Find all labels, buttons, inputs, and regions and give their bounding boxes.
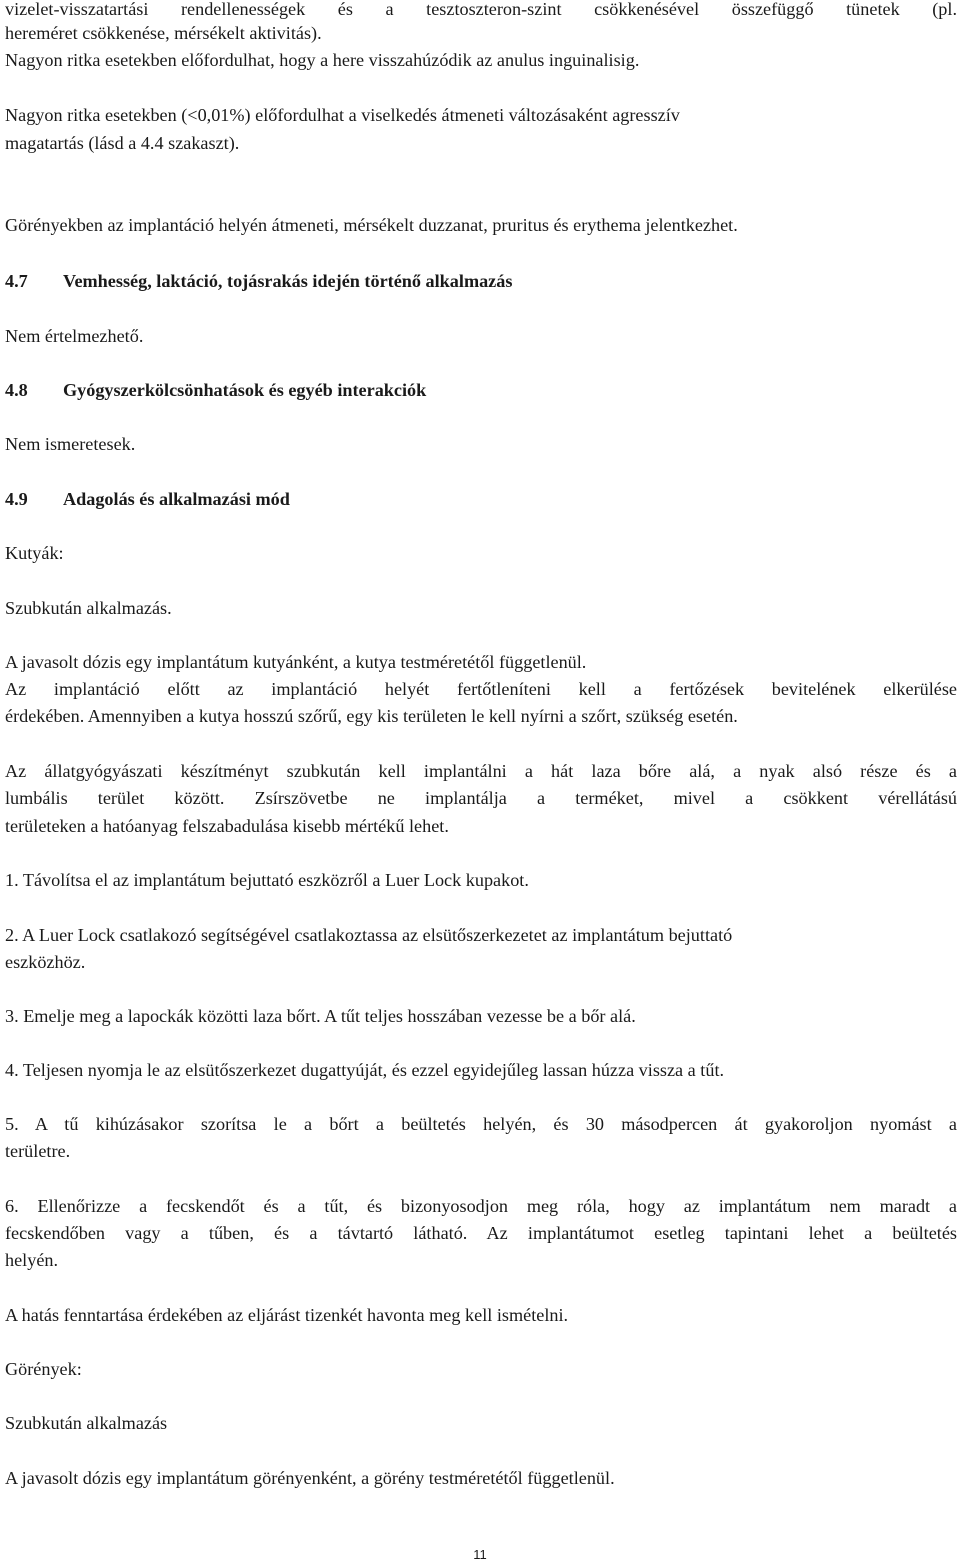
section-heading-4-7 <box>5 268 512 295</box>
paragraph-line: vizelet-visszatartási rendellenességek és a tesztoszteron-szint csökkenésével összefüggő tünetek (pl. <box>5 0 957 19</box>
paragraph-line: Nem ismeretesek. <box>5 434 136 454</box>
paragraph-line: Szubkután alkalmazás <box>5 1413 168 1433</box>
paragraph-line: területeken a hatóanyag felszabadulása kisebb mértékű lehet. <box>5 816 449 836</box>
paragraph-line: A javasolt dózis egy implantátum görényenként, a görény testméretétől függetlenül. <box>5 1468 615 1488</box>
paragraph-line: lumbális terület között. Zsírszövetbe ne implantálja a terméket, mivel a csökkent vérellátású <box>5 788 957 808</box>
section-heading-4-9 <box>5 486 290 513</box>
paragraph-line: érdekében. Amennyiben a kutya hosszú szőrű, egy kis területen le kell nyírni a szőrt, szükség esetén. <box>5 706 738 726</box>
list-item: 4. Teljesen nyomja le az elsütőszerkezet dugattyúját, és ezzel egyidejűleg lassan húzza vissza a tűt. <box>5 1060 725 1080</box>
paragraph-line: Az implantáció előtt az implantáció helyét fertőtleníteni kell a fertőzések bevitelének elkerülése <box>5 679 957 699</box>
list-item: 3. Emelje meg a lapockák közötti laza bőrt. A tűt teljes hosszában vezesse be a bőr alá. <box>5 1006 636 1026</box>
paragraph-line: Szubkután alkalmazás. <box>5 598 172 618</box>
paragraph-line: Görények: <box>5 1359 82 1379</box>
list-item-continuation: eszközhöz. <box>5 952 86 972</box>
list-item: 6. Ellenőrizze a fecskendőt és a tűt, és bizonyosodjon meg róla, hogy az implantátum nem maradt a <box>5 1196 957 1216</box>
list-item: 1. Távolítsa el az implantátum bejuttató eszközről a Luer Lock kupakot. <box>5 870 529 890</box>
paragraph-line: magatartás (lásd a 4.4 szakaszt). <box>5 133 240 153</box>
list-item-continuation: fecskendőben vagy a tűben, és a távtartó látható. Az implantátumot esetleg tapintani lehet a beültetés <box>5 1223 957 1243</box>
page-number: 11 <box>473 1547 487 1562</box>
list-item: 5. A tű kihúzásakor szorítsa le a bőrt a beültetés helyén, és 30 másodpercen át gyakoroljon nyomást a <box>5 1114 957 1134</box>
section-number: 4.7 <box>5 271 28 291</box>
list-item-continuation: helyén. <box>5 1250 59 1270</box>
paragraph-line: Görényekben az implantáció helyén átmeneti, mérsékelt duzzanat, pruritus és erythema jelentkezhet. <box>5 215 738 235</box>
section-number: 4.8 <box>5 380 28 400</box>
paragraph-line: A hatás fenntartása érdekében az eljárást tizenkét havonta meg kell ismételni. <box>5 1305 569 1325</box>
section-title: Vemhesség, laktáció, tojásrakás idején történő alkalmazás <box>63 271 513 291</box>
paragraph-line: A javasolt dózis egy implantátum kutyánként, a kutya testméretétől függetlenül. <box>5 652 587 672</box>
section-title: Gyógyszerkölcsönhatások és egyéb interakciók <box>63 380 427 400</box>
paragraph-line: Nagyon ritka esetekben (<0,01%) előfordulhat a viselkedés átmeneti változásaként agresszív <box>5 105 680 125</box>
section-title: Adagolás és alkalmazási mód <box>63 489 290 509</box>
paragraph-line: Kutyák: <box>5 543 64 563</box>
section-heading-4-8 <box>5 377 426 404</box>
list-item: 2. A Luer Lock csatlakozó segítségével csatlakoztassa az elsütőszerkezetet az implantátum bejuttató <box>5 925 733 945</box>
list-item-continuation: területre. <box>5 1141 71 1161</box>
paragraph-line: Az állatgyógyászati készítményt szubkután kell implantálni a hát laza bőre alá, a nyak alsó része és a <box>5 761 957 781</box>
paragraph-line: hereméret csökkenése, mérsékelt aktivitás). <box>5 23 322 43</box>
section-number: 4.9 <box>5 489 28 509</box>
paragraph-line: Nagyon ritka esetekben előfordulhat, hogy a here visszahúzódik az anulus inguinalisig. <box>5 50 640 70</box>
paragraph-line: Nem értelmezhető. <box>5 326 144 346</box>
